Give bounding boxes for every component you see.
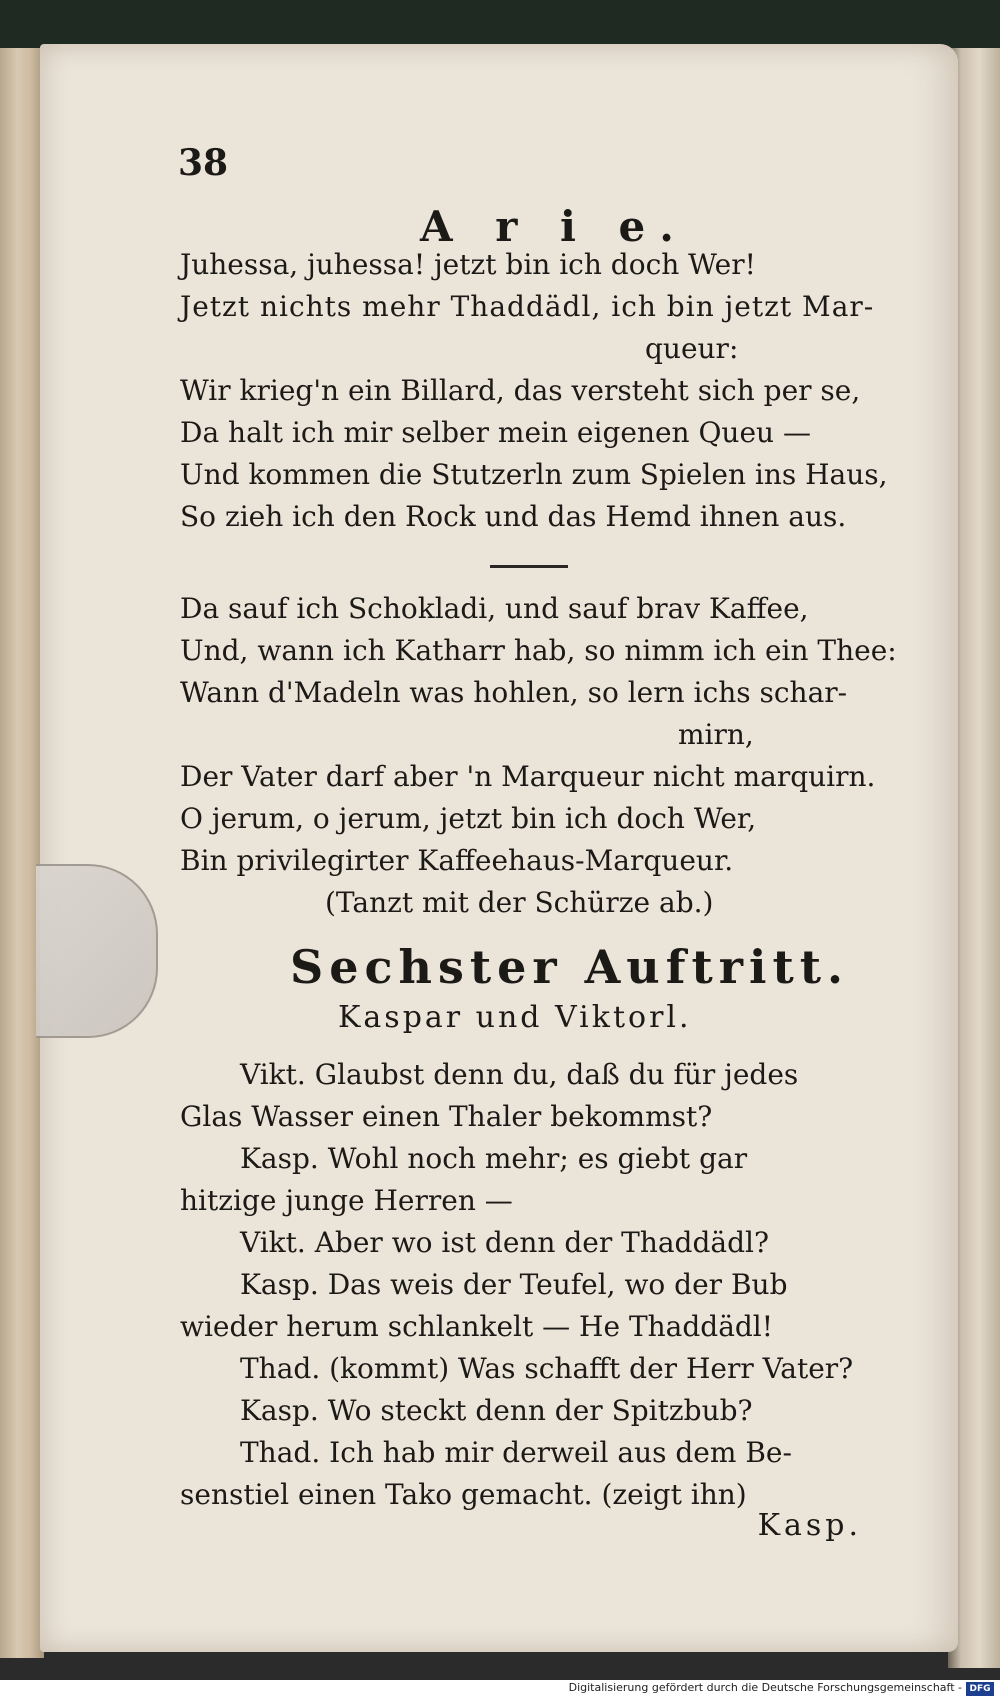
dialogue-line: Thad. (kommt) Was schafft der Herr Vater? bbox=[240, 1352, 854, 1385]
stage-direction: (Tanzt mit der Schürze ab.) bbox=[325, 886, 714, 919]
dialogue-line: Kasp. Wohl noch mehr; es giebt gar bbox=[240, 1142, 748, 1175]
verse-line: Wann d'Madeln was hohlen, so lern ichs schar- bbox=[180, 676, 848, 709]
verse-line: O jerum, o jerum, jetzt bin ich doch Wer, bbox=[180, 802, 757, 835]
dialogue-line: Thad. Ich hab mir derweil aus dem Be- bbox=[240, 1436, 792, 1469]
catchword: Kasp. bbox=[757, 1508, 862, 1543]
verse-line: Da sauf ich Schokladi, und sauf brav Kaffee, bbox=[180, 592, 809, 625]
dialogue-line: wieder herum schlankelt — He Thaddädl! bbox=[180, 1310, 774, 1343]
dialogue-line: Vikt. Aber wo ist denn der Thaddädl? bbox=[240, 1226, 769, 1259]
verse-line: mirn, bbox=[678, 718, 754, 751]
cast-line: Kaspar und Viktorl. bbox=[338, 1000, 692, 1035]
verse-line: Juhessa, juhessa! jetzt bin ich doch Wer! bbox=[180, 248, 756, 281]
verse-line: Und kommen die Stutzerln zum Spielen ins Haus, bbox=[180, 458, 888, 491]
bookmark-strip bbox=[36, 864, 158, 1038]
verse-line: Jetzt nichts mehr Thaddädl, ich bin jetzt Mar- bbox=[180, 290, 875, 323]
verse-divider bbox=[490, 565, 568, 568]
scene-title: Sechster Auftritt. bbox=[290, 940, 849, 994]
dialogue-line: Kasp. Das weis der Teufel, wo der Bub bbox=[240, 1268, 788, 1301]
dialogue-line: hitzige junge Herren — bbox=[180, 1184, 513, 1217]
aria-heading: A r i e. bbox=[420, 202, 688, 251]
verse-line: Da halt ich mir selber mein eigenen Queu — bbox=[180, 416, 811, 449]
footer-credit: Digitalisierung gefördert durch die Deutsche Forschungsgemeinschaft - bbox=[568, 1681, 962, 1694]
dialogue-line: Vikt. Glaubst denn du, daß du für jedes bbox=[240, 1058, 799, 1091]
verse-line: Wir krieg'n ein Billard, das versteht sich per se, bbox=[180, 374, 861, 407]
verse-line: So zieh ich den Rock und das Hemd ihnen aus. bbox=[180, 500, 847, 533]
dialogue-line: Glas Wasser einen Thaler bekommst? bbox=[180, 1100, 713, 1133]
dialogue-line: senstiel einen Tako gemacht. (zeigt ihn) bbox=[180, 1478, 747, 1511]
verse-line: Der Vater darf aber 'n Marqueur nicht marquirn. bbox=[180, 760, 876, 793]
dfg-logo: DFG bbox=[966, 1682, 994, 1696]
page-number: 38 bbox=[178, 142, 229, 184]
dialogue-line: Kasp. Wo steckt denn der Spitzbub? bbox=[240, 1394, 753, 1427]
verse-line: Bin privilegirter Kaffeehaus-Marqueur. bbox=[180, 844, 734, 877]
verse-line: queur: bbox=[645, 332, 739, 365]
verse-line: Und, wann ich Katharr hab, so nimm ich ein Thee: bbox=[180, 634, 897, 667]
book-edge-left bbox=[0, 48, 44, 1658]
